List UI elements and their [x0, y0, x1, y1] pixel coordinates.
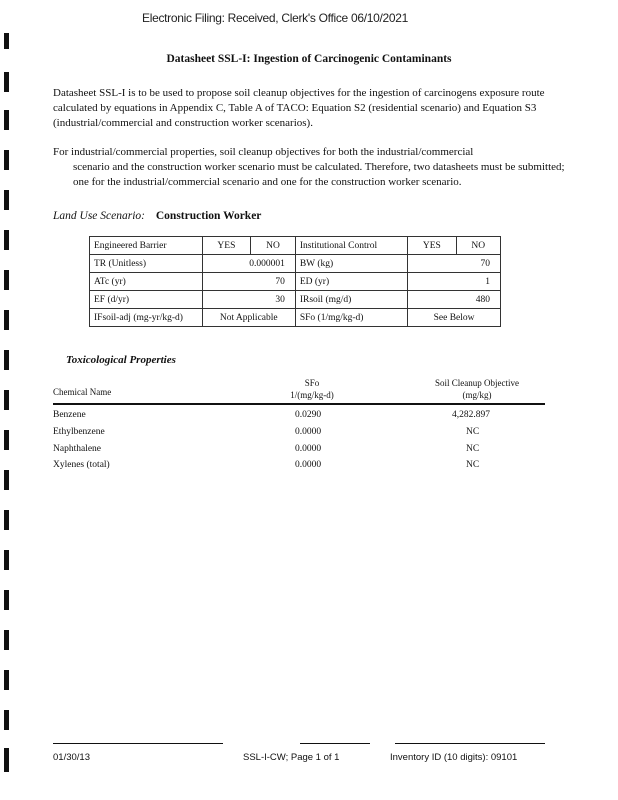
footer-rule — [53, 743, 223, 744]
chemical-name: Naphthalene — [53, 444, 102, 454]
footer-inventory: Inventory ID (10 digits): 09101 — [390, 752, 518, 763]
parameter-row — [90, 309, 501, 327]
parameter-header-row — [90, 237, 501, 255]
sfo-value: 0.0000 — [295, 427, 322, 437]
binder-hole — [4, 33, 9, 49]
binder-hole — [4, 190, 9, 210]
industrial-paragraph-line1: For industrial/commercial properties, soil cleanup objectives for both the industrial/commercial — [53, 146, 474, 158]
param-label: ATc (yr) — [90, 273, 203, 291]
inst-no-label: NO — [456, 237, 500, 255]
binder-hole — [4, 110, 9, 130]
param-value: 30 — [202, 291, 295, 309]
inst-yes-label: YES — [408, 237, 456, 255]
param-value: 0.000001 — [202, 255, 295, 273]
parameter-row — [90, 255, 501, 273]
institutional-control-label: Institutional Control — [295, 237, 407, 255]
footer-page: SSL-I-CW; Page 1 of 1 — [243, 752, 340, 763]
sco-value: NC — [466, 427, 480, 437]
param-label: IRsoil (mg/d) — [295, 291, 407, 309]
land-use-value: Construction Worker — [155, 210, 262, 222]
parameter-row — [90, 273, 501, 291]
binder-hole — [4, 390, 9, 410]
param-label: IFsoil-adj (mg-yr/kg-d) — [90, 309, 203, 327]
sfo-value: 0.0290 — [295, 410, 322, 420]
intro-paragraph: Datasheet SSL-I is to be used to propose soil cleanup objectives for the ingestion of carcinogens exposure route calculated by equations in Appendix C, Table A of TACO: Equation S2 (residential scenario) and Equation S3 (industrial/commercial and construction worker scenarios). — [53, 87, 545, 129]
sfo-value: 0.0000 — [295, 460, 322, 470]
sfo-header-line2: 1/(mg/kg-d) — [290, 390, 334, 400]
chemical-name-header: Chemical Name — [53, 387, 112, 397]
param-label: EF (d/yr) — [90, 291, 203, 309]
param-value: 70 — [408, 255, 501, 273]
binder-hole — [4, 748, 9, 772]
binder-hole — [4, 270, 9, 290]
binder-hole — [4, 350, 9, 370]
binder-hole — [4, 710, 9, 730]
chemical-name: Xylenes (total) — [53, 460, 110, 470]
sfo-header-line1: SFo — [304, 378, 320, 388]
binder-hole — [4, 630, 9, 650]
sco-header-line1: Soil Cleanup Objective — [435, 378, 519, 388]
binder-hole — [4, 470, 9, 490]
binder-hole — [4, 590, 9, 610]
footer-rule — [300, 743, 370, 744]
sfo-value: 0.0000 — [295, 444, 322, 454]
filing-stamp: Electronic Filing: Received, Clerk's Office 06/10/2021 — [142, 11, 409, 25]
land-use-label: Land Use Scenario: — [53, 210, 145, 222]
sco-value: 4,282.897 — [452, 410, 490, 420]
binder-hole — [4, 230, 9, 250]
engineered-barrier-label: Engineered Barrier — [90, 237, 203, 255]
parameter-row — [90, 291, 501, 309]
eng-no-label: NO — [251, 237, 296, 255]
industrial-paragraph-rest: scenario and the construction worker scenario must be calculated. Therefore, two datasheets must be submitted; one for the industrial/commercial scenario and one for the construction worker scenario. — [73, 161, 565, 188]
param-value: 1 — [408, 273, 501, 291]
binder-hole — [4, 670, 9, 690]
param-value: Not Applicable — [202, 309, 295, 327]
land-use-scenario — [53, 210, 261, 222]
parameter-table — [89, 236, 501, 327]
sco-value: NC — [466, 460, 480, 470]
param-label: ED (yr) — [295, 273, 407, 291]
binder-hole — [4, 510, 9, 530]
binder-hole — [4, 310, 9, 330]
param-value: 480 — [408, 291, 501, 309]
param-value: 70 — [202, 273, 295, 291]
eng-yes-label: YES — [202, 237, 251, 255]
sco-header — [412, 377, 542, 401]
param-value: See Below — [408, 309, 501, 327]
footer-date: 01/30/13 — [53, 752, 90, 763]
chemical-name: Benzene — [53, 410, 86, 420]
param-label: TR (Unitless) — [90, 255, 203, 273]
sco-value: NC — [466, 444, 480, 454]
industrial-paragraph — [53, 145, 568, 190]
toxicological-heading: Toxicological Properties — [66, 354, 176, 366]
param-label: BW (kg) — [295, 255, 407, 273]
chemical-name: Ethylbenzene — [53, 427, 105, 437]
sco-header-line2: (mg/kg) — [462, 390, 492, 400]
binder-hole — [4, 72, 9, 92]
param-label: SFo (1/mg/kg-d) — [295, 309, 407, 327]
sfo-header — [262, 377, 362, 401]
footer-rule — [395, 743, 545, 744]
binder-hole — [4, 550, 9, 570]
datasheet-title: Datasheet SSL-I: Ingestion of Carcinogenic Contaminants — [166, 53, 452, 65]
binder-hole — [4, 430, 9, 450]
binder-hole — [4, 150, 9, 170]
header-rule — [53, 403, 545, 405]
